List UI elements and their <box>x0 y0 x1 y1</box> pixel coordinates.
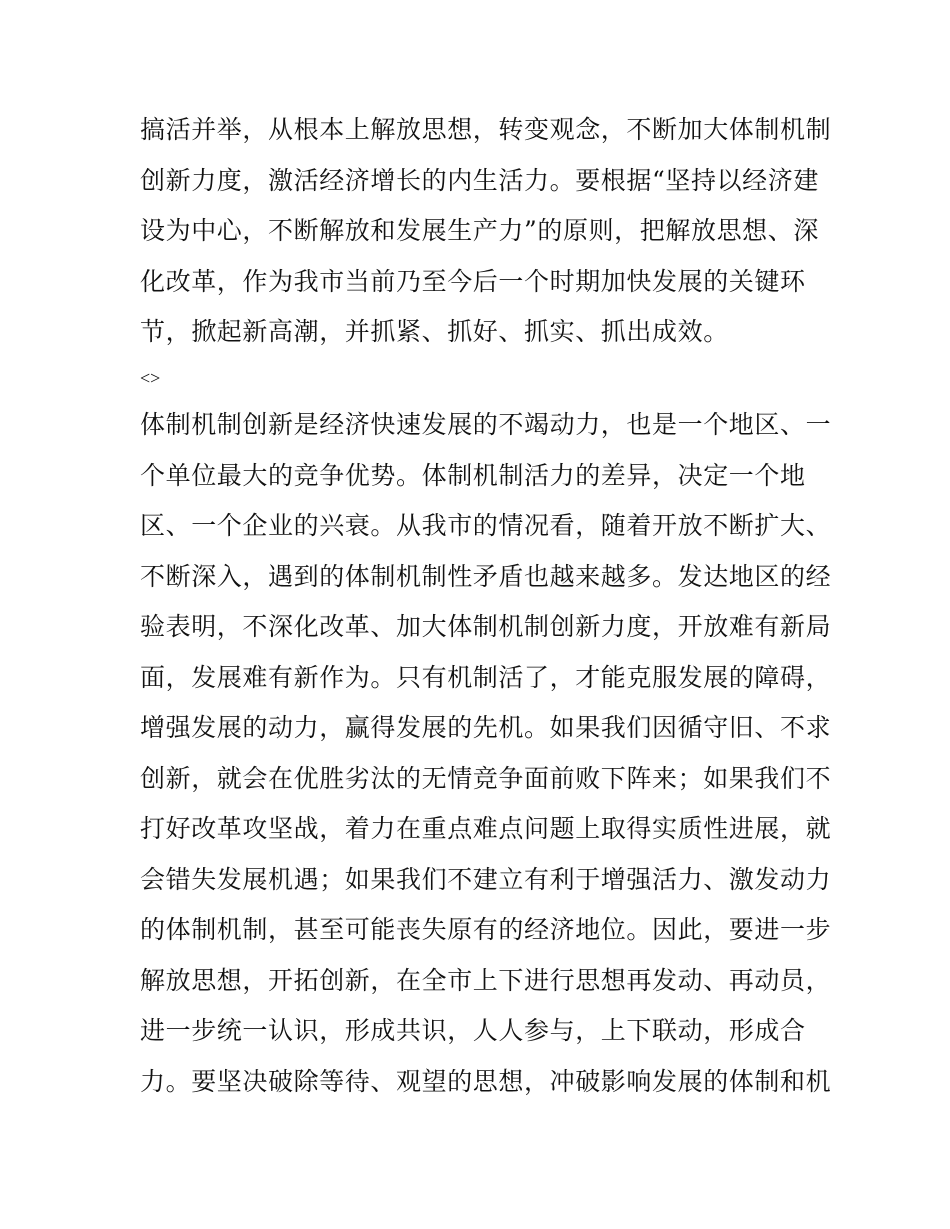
text-line: 打好改革攻坚战，着力在重点难点问题上取得实质性进展，就 <box>140 814 832 843</box>
text-line: 会错失发展机遇；如果我们不建立有利于增强活力、激发动力 <box>140 864 832 894</box>
text-line: 化改革，作为我市当前乃至今后一个时期加快发展的关键环 <box>140 266 806 296</box>
text-line: 区、一个企业的兴衰。从我市的情况看，随着开放不断扩大、 <box>140 511 832 540</box>
section-marker: <> <box>140 368 161 388</box>
text-line: 解放思想，开拓创新，在全市上下进行思想再发动、再动员， <box>140 965 832 995</box>
text-line: 力。要坚决破除等待、观望的思想，冲破影响发展的体制和机 <box>140 1066 832 1096</box>
text-line: 进一步统一认识，形成共识，人人参与，上下联动，形成合 <box>140 1016 806 1045</box>
paragraph-institutional-innovation <box>140 400 832 1107</box>
text-line: 创新力度，激活经济增长的内生活力。要根据“坚持以经济建 <box>140 165 819 195</box>
text-line: 个单位最大的竞争优势。体制机制活力的差异，决定一个地 <box>140 460 806 490</box>
text-line: 设为中心，不断解放和发展生产力”的原则，把解放思想、深 <box>140 216 819 245</box>
text-line: 创新，就会在优胜劣汰的无情竞争面前败下阵来；如果我们不 <box>140 763 832 793</box>
text-line: 不断深入，遇到的体制机制性矛盾也越来越多。发达地区的经 <box>140 561 832 591</box>
text-line: 面，发展难有新作为。只有机制活了，才能克服发展的障碍， <box>140 662 832 692</box>
text-line: 增强发展的动力，赢得发展的先机。如果我们因循守旧、不求 <box>140 713 832 742</box>
paragraph-reform-continuation <box>140 105 832 358</box>
text-line: 搞活并举，从根本上解放思想，转变观念，不断加大体制机制 <box>140 115 832 144</box>
text-line: 体制机制创新是经济快速发展的不竭动力，也是一个地区、一 <box>140 410 832 439</box>
text-line: 的体制机制，甚至可能丧失原有的经济地位。因此，要进一步 <box>140 915 832 944</box>
text-line: 节，掀起新高潮，并抓紧、抓好、抓实、抓出成效。 <box>140 317 729 346</box>
text-line: 验表明，不深化改革、加大体制机制创新力度，开放难有新局 <box>140 612 832 641</box>
